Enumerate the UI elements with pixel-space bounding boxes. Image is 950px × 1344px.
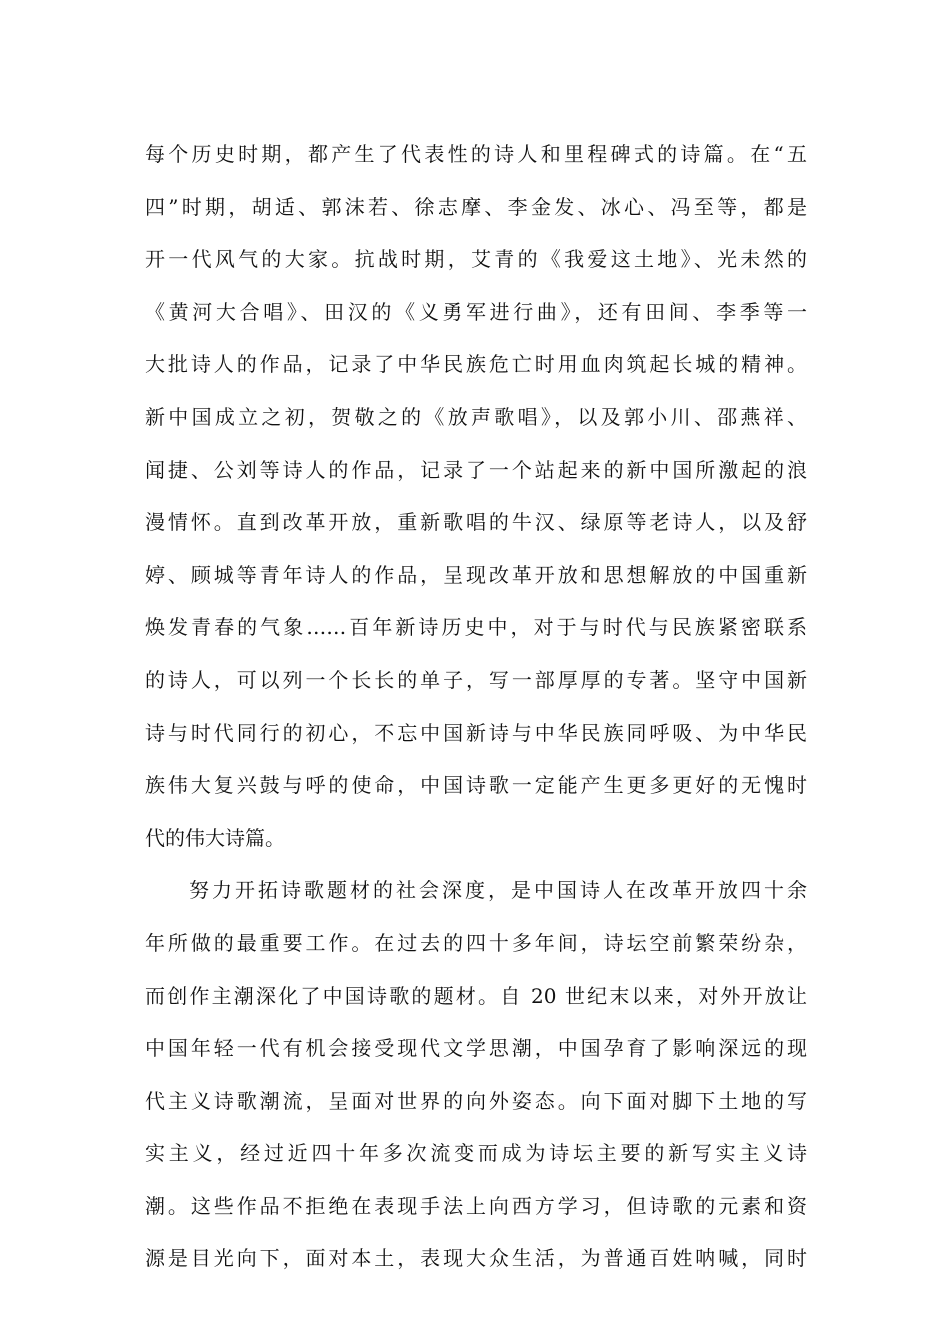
text-line: 的诗人，可以列一个长长的单子，写一部厚厚的专著。坚守中国新 (145, 667, 807, 692)
text-line: 族伟大复兴鼓与呼的使命，中国诗歌一定能产生更多更好的无愧时 (145, 773, 807, 798)
text-line: 努力开拓诗歌题材的社会深度，是中国诗人在改革开放四十余 (189, 878, 807, 903)
text-line: 代主义诗歌潮流，呈面对世界的向外姿态。向下面对脚下土地的写 (145, 1088, 807, 1113)
text-line: 中国年轻一代有机会接受现代文学思潮，中国孕育了影响深远的现 (145, 1036, 807, 1061)
text-line: 新中国成立之初，贺敬之的《放声歌唱》，以及郭小川、邵燕祥、 (145, 404, 807, 429)
text-line: 代的伟大诗篇。 (145, 825, 285, 850)
paragraph-1 (145, 128, 807, 864)
text-line: 每个历史时期，都产生了代表性的诗人和里程碑式的诗篇。在“五 (145, 142, 807, 166)
text-line: 漫情怀。直到改革开放，重新歌唱的牛汉、绿原等老诗人，以及舒 (145, 510, 807, 535)
body-text (145, 128, 807, 1285)
text-line: 大批诗人的作品，记录了中华民族危亡时用血肉筑起长城的精神。 (145, 352, 807, 377)
paragraph-2 (145, 864, 807, 1285)
text-line: 开一代风气的大家。抗战时期，艾青的《我爱这土地》、光未然的 (145, 247, 807, 272)
text-line: 而创作主潮深化了中国诗歌的题材。自 20 世纪末以来，对外开放让 (145, 983, 807, 1008)
text-line: 诗与时代同行的初心，不忘中国新诗与中华民族同呼吸、为中华民 (145, 720, 807, 745)
text-line: 焕发青春的气象……百年新诗历史中，对于与时代与民族紧密联系 (145, 615, 807, 640)
text-line: 年所做的最重要工作。在过去的四十多年间，诗坛空前繁荣纷杂， (145, 930, 807, 955)
text-line: 潮。这些作品不拒绝在表现手法上向西方学习，但诗歌的元素和资 (145, 1193, 807, 1218)
text-line: 婷、顾城等青年诗人的作品，呈现改革开放和思想解放的中国重新 (145, 562, 807, 587)
text-line: 《黄河大合唱》、田汉的《义勇军进行曲》，还有田间、李季等一 (145, 299, 807, 324)
text-line: 四”时期，胡适、郭沫若、徐志摩、李金发、冰心、冯至等，都是 (145, 194, 807, 219)
text-line: 源是目光向下，面对本土，表现大众生活，为普通百姓呐喊，同时 (145, 1246, 807, 1271)
text-line: 实主义，经过近四十年多次流变而成为诗坛主要的新写实主义诗 (145, 1141, 807, 1166)
text-line: 闻捷、公刘等诗人的作品，记录了一个站起来的新中国所激起的浪 (145, 457, 807, 482)
